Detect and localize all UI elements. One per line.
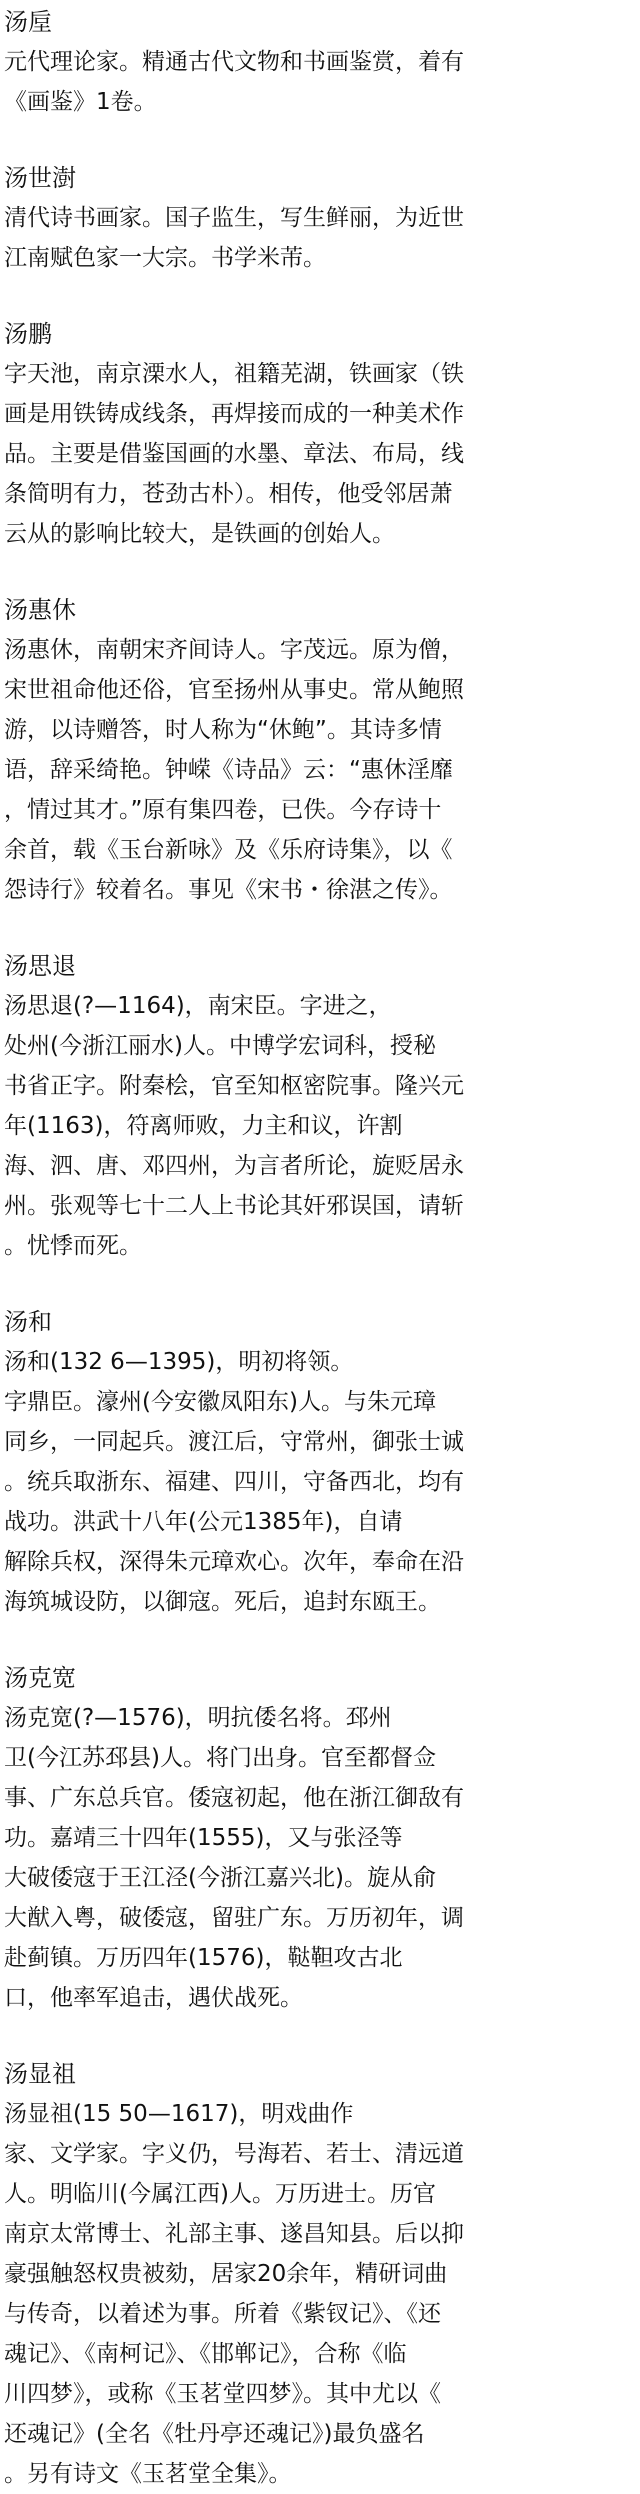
entry xyxy=(4,588,630,910)
entry-title: 汤思退 xyxy=(4,952,76,980)
entry-text-line: 人。明临川(今属江西)人。万历进士。历官 xyxy=(4,2181,436,2207)
entry-text-line: 语，辞采绮艳。钟嵘《诗品》云：“惠休淫靡 xyxy=(4,757,453,783)
entry-text-line: 汤克宽(?—1576)，明抗倭名将。邳州 xyxy=(4,1705,392,1731)
entry-text-line: 还魂记》(全名《牡丹亭还魂记》)最负盛名 xyxy=(4,2421,425,2447)
entry-title: 汤克宽 xyxy=(4,1664,76,1692)
entry-text-line: 品。主要是借鉴国画的水墨、章法、布局，线 xyxy=(4,441,464,467)
entry-text-line: 宋世祖命他还俗，官至扬州从事史。常从鲍照 xyxy=(4,677,464,703)
entry-text-line: 大破倭寇于王江泾(今浙江嘉兴北)。旋从俞 xyxy=(4,1865,436,1891)
entry xyxy=(4,1300,630,1622)
entry-text-line: 游，以诗赠答，时人称为“休鲍”。其诗多情 xyxy=(4,717,442,743)
entry-text-line: 。统兵取浙东、福建、四川，守备西北，均有 xyxy=(4,1469,464,1495)
entry-gap xyxy=(4,554,630,588)
entry-text-line: 川四梦》，或称《玉茗堂四梦》。其中尤以《 xyxy=(4,2381,441,2407)
entry-text-line: 家、文学家。字义仍，号海若、若士、清远道 xyxy=(4,2141,464,2167)
entry-text-line: 江南赋色家一大宗。书学米芾。 xyxy=(4,245,326,271)
entry-text-line: 汤思退(?—1164)，南宋臣。字进之， xyxy=(4,993,392,1019)
entry-title: 汤世澍 xyxy=(4,164,76,192)
entry-text-line: 口，他率军追击，遇伏战死。 xyxy=(4,1985,303,2011)
entry xyxy=(4,1656,630,2018)
entry-text-line: 怨诗行》较着名。事见《宋书・徐湛之传》。 xyxy=(4,877,453,903)
entry-text-line: 清代诗书画家。国子监生，写生鲜丽，为近世 xyxy=(4,205,464,231)
entry-text-line: 卫(今江苏邳县)人。将门出身。官至都督佥 xyxy=(4,1745,436,1771)
entry-text-line: 解除兵权，深得朱元璋欢心。次年，奉命在沿 xyxy=(4,1549,464,1575)
entry-text-line: 元代理论家。精通古代文物和书画鉴赏，着有 xyxy=(4,49,464,75)
entry xyxy=(4,2052,630,2494)
entry-gap xyxy=(4,278,630,312)
entry-title: 汤鹏 xyxy=(4,320,52,348)
entry-text-line: 《画鉴》1卷。 xyxy=(4,89,157,115)
entry-title: 汤垕 xyxy=(4,8,52,36)
entry-text-line: 余首，载《玉台新咏》及《乐府诗集》，以《 xyxy=(4,837,453,863)
entry-text-line: 。另有诗文《玉茗堂全集》。 xyxy=(4,2461,292,2487)
entry-text-line: 大猷入粤，破倭寇，留驻广东。万历初年，调 xyxy=(4,1905,464,1931)
entry-text-line: 功。嘉靖三十四年(1555)，又与张泾等 xyxy=(4,1825,403,1851)
entry-text-line: 条简明有力，苍劲古朴）。相传，他受邻居萧 xyxy=(4,481,453,507)
entry-gap xyxy=(4,1622,630,1656)
entry-gap xyxy=(4,122,630,156)
entry-title: 汤惠休 xyxy=(4,596,76,624)
entry-text-line: 处州(今浙江丽水)人。中博学宏词科，授秘 xyxy=(4,1033,436,1059)
entry-text-line: 书省正字。附秦桧，官至知枢密院事。隆兴元 xyxy=(4,1073,464,1099)
entry-text-line: 汤惠休，南朝宋齐间诗人。字茂远。原为僧， xyxy=(4,637,464,663)
entry-text-line: 画是用铁铸成线条，再焊接而成的一种美术作 xyxy=(4,401,464,427)
entry-gap xyxy=(4,910,630,944)
entry-text-line: 汤显祖(15 50—1617)，明戏曲作 xyxy=(4,2101,354,2127)
entry-title: 汤和 xyxy=(4,1308,52,1336)
entry-text-line: 同乡，一同起兵。渡江后，守常州，御张士诚 xyxy=(4,1429,464,1455)
entry-text-line: 魂记》、《南柯记》、《邯郸记》，合称《临 xyxy=(4,2341,407,2367)
entry-text-line: 年(1163)，符离师败，力主和议，许割 xyxy=(4,1113,403,1139)
entry-text-line: 海、泗、唐、邓四州，为言者所论，旋贬居永 xyxy=(4,1153,464,1179)
entry-text-line: 豪强触怒权贵被劾，居家20余年，精研词曲 xyxy=(4,2261,448,2287)
entry-text-line: 南京太常博士、礼部主事、遂昌知县。后以抑 xyxy=(4,2221,464,2247)
entry-text-line: 海筑城设防，以御寇。死后，追封东瓯王。 xyxy=(4,1589,441,1615)
entry-text-line: 与传奇，以着述为事。所着《紫钗记》、《还 xyxy=(4,2301,441,2327)
entry-text-line: 州。张观等七十二人上书论其奸邪误国，请斩 xyxy=(4,1193,464,1219)
entry-gap xyxy=(4,2018,630,2052)
entry xyxy=(4,0,630,122)
entry-text-line: 字鼎臣。濠州(今安徽凤阳东)人。与朱元璋 xyxy=(4,1389,436,1415)
entry-text-line: 。忧悸而死。 xyxy=(4,1233,142,1259)
entry xyxy=(4,944,630,1266)
entry-text-line: 事、广东总兵官。倭寇初起，他在浙江御敌有 xyxy=(4,1785,464,1811)
entry-gap xyxy=(4,1266,630,1300)
entry-text-line: ，情过其才。”原有集四卷，已佚。今存诗十 xyxy=(4,797,442,823)
entry xyxy=(4,312,630,554)
entry-text-line: 战功。洪武十八年(公元1385年)，自请 xyxy=(4,1509,403,1535)
entry-text-line: 汤和(132 6—1395)，明初将领。 xyxy=(4,1349,354,1375)
entry-title: 汤显祖 xyxy=(4,2060,76,2088)
entry-text-line: 赴蓟镇。万历四年(1576)，鞑靼攻古北 xyxy=(4,1945,403,1971)
entry xyxy=(4,156,630,278)
entry-text-line: 云从的影响比较大，是铁画的创始人。 xyxy=(4,521,395,547)
entry-text-line: 字天池，南京溧水人，祖籍芜湖，铁画家（铁 xyxy=(4,361,464,387)
